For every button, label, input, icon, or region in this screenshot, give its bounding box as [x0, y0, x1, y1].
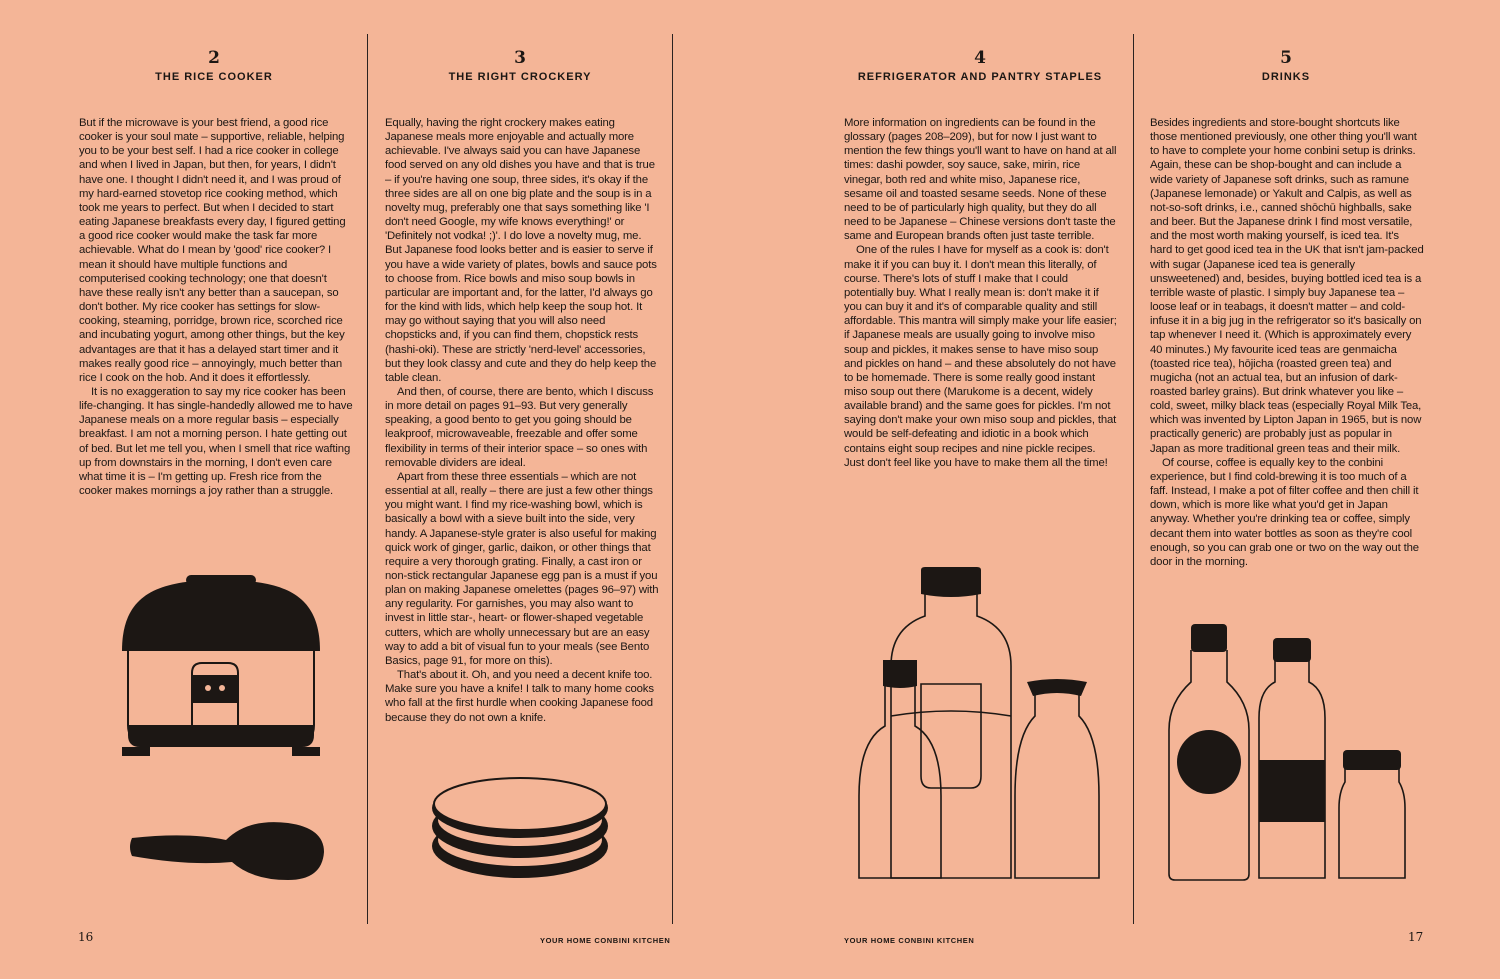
drink-bottles-illustration: [1165, 622, 1410, 884]
section-drinks: [1150, 48, 1422, 84]
section-number: 2: [208, 48, 220, 68]
stacked-plates-illustration: [430, 778, 610, 882]
paragraph: One of the rules I have for myself as a cook is: don't make it if you can buy it. I don't mean this literally, of course. There's lots of stuff I make that I could potentially buy. What I really mean is: don't make it if you can buy it and it's of comparable quality and still affordable. This mantra will simply make your life easier; if Japanese meals are usually going to involve miso soup and pickles, it makes sense to have miso soup and pickles on hand – and these absolutely do not have to be homemade. There is some really good instant miso soup out there (Marukome is a decent, widely available brand) and the same goes for pickles. I'm not saying don't make your own miso soup and pickles, that would be self-defeating and idiotic in a book which contains eight soup recipes and nine pickle recipes. Just don't feel like you have to make them all the time!: [844, 244, 1117, 469]
section-heading: THE RICE COOKER: [155, 71, 273, 83]
paragraph: Besides ingredients and store-bought shortcuts like those mentioned previously, one other thing you'll want to have to complete your home conbini setup is drinks. Again, these can be shop-bought and can include a wide variety of Japanese soft drinks, such as ramune (Japanese lemonade) or Yakult and Calpis, as well as not-so-soft drinks, i.e., canned shōchū highballs, sake and beer. But the Japanese drink I find most versatile, and the most worth making yourself, is iced tea. It's hard to get good iced tea in the UK that isn't jam-packed with sugar (Japanese iced tea is generally unsweetened) and, besides, buying bottled iced tea is a terrible waste of plastic. I simply buy Japanese tea – loose leaf or in teabags, it doesn't matter – and cold-infuse it in a big jug in the refrigerator so it's basically on tap whenever I need it. (Which is approximately every 40 minutes.) My favourite iced teas are genmaicha (toasted rice tea), hōjicha (roasted green tea) and mugicha (not an actual tea, but an infusion of dark-roasted barley grains). But drink whatever you like – cold, sweet, milky black teas (especially Royal Milk Tea, which was invented by Lipton Japan in 1965, but is now practically generic) are probably just as popular in Japan as more traditional green teas and their milk.: [1150, 117, 1424, 455]
running-footer-right: YOUR HOME CONBINI KITCHEN: [844, 936, 975, 945]
section-heading: THE RIGHT CROCKERY: [448, 71, 592, 83]
section-rice-cooker: [78, 48, 350, 84]
gutter-divider: [672, 34, 673, 924]
section-body: [79, 116, 353, 498]
section-body: [1150, 116, 1424, 569]
section-body: [385, 116, 659, 725]
paragraph: Apart from these three essentials – which are not essential at all, really – there are just a few other things you might want. I find my rice-washing bowl, which is basically a bowl with a sieve built into the side, very handy. A Japanese-style grater is also useful for making quick work of ginger, garlic, daikon, or other things that require a very thorough grating. Finally, a cast iron or non-stick rectangular Japanese egg pan is a must if you plan on making Japanese omelettes (pages 96–97) with any regularity. For garnishes, you may also want to invest in little star-, heart- or flower-shaped vegetable cutters, which are wholly unnecessary but are an easy way to add a bit of visual fun to your meals (see Bento Basics, page 91, for more on this).: [385, 470, 659, 667]
section-number: 4: [974, 48, 986, 68]
paragraph: But if the microwave is your best friend, a good rice cooker is your soul mate – supportive, reliable, helping you to be your best self. I had a rice cooker in college and when I lived in Japan, but then, for years, I didn't have one. I thought I didn't need it, and I was proud of my hard-earned stovetop rice cooking method, which took me years to perfect. But when I decided to start eating Japanese breakfasts every day, I figured getting a good rice cooker would make the task far more achievable. What do I mean by 'good' rice cooker? I mean it should have multiple functions and computerised cooking technology; one that doesn't have these really isn't any better than a saucepan, so don't bother. My rice cooker has settings for slow-cooking, steaming, porridge, brown rice, scorched rice and incubating yogurt, among other things, but the key advantages are that it has a delayed start timer and it makes really good rice – annoyingly, much better than rice I cook on the hob. And it does it effortlessly.: [79, 117, 346, 384]
section-number: 3: [514, 48, 526, 68]
section-heading: REFRIGERATOR AND PANTRY STAPLES: [857, 71, 1103, 83]
page-number-right: 17: [1408, 930, 1424, 944]
rice-cooker-illustration: [116, 575, 326, 760]
section-pantry-staples: [840, 48, 1120, 84]
column-divider: [367, 34, 368, 924]
section-heading: DRINKS: [1261, 71, 1311, 83]
section-body: [844, 116, 1118, 470]
section-number: 5: [1280, 48, 1292, 68]
paragraph: Of course, coffee is equally key to the conbini experience, but I find cold-brewing it is too much of a faff. Instead, I make a pot of filter coffee and then chill it down, which is more like what you'd get in Japan anyway. Whether you're drinking tea or coffee, simply decant them into water bottles as soon as they're cool enough, so you can grab one or two on the way out the door in the morning.: [1150, 456, 1419, 568]
rice-paddle-illustration: [128, 820, 328, 882]
paragraph: More information on ingredients can be found in the glossary (pages 208–209), but for now I just want to mention the few things you'll want to have on hand at all times: dashi powder, soy sauce, sake, mirin, rice vinegar, both red and white miso, Japanese rice, sesame oil and toasted sesame seeds. None of these need to be of particularly high quality, but they do all need to be Japanese – Chinese versions don't taste the same and European brands often just taste terrible.: [844, 117, 1117, 243]
paragraph: Equally, having the right crockery makes eating Japanese meals more enjoyable and actually more achievable. I've always said you can have Japanese food served on any old dishes you have and that is true – if you're having one soup, three sides, it's okay if the three sides are all on one big plate and the soup is in a novelty mug, preferably one that says something like 'I don't need Google, my wife knows everything!' or 'Definitely not vodka! ;)'. I do love a novelty mug, me. But Japanese food looks better and is easier to serve if you have a wide variety of plates, bowls and sauce pots to choose from. Rice bowls and miso soup bowls in particular are important and, for the latter, I'd always go for the kind with lids, which help keep the soup hot. It may go without saying that you will also need chopsticks and, if you can find them, chopstick rests (hashi-oki). These are strictly 'nerd-level' accessories, but they look classy and cute and they do help keep the table clean.: [385, 117, 657, 384]
running-footer-left: YOUR HOME CONBINI KITCHEN: [540, 936, 671, 945]
page-number-left: 16: [78, 930, 94, 944]
paragraph: It is no exaggeration to say my rice cooker has been life-changing. It has single-handedly allowed me to have Japanese meals on a more regular basis – especially breakfast. I am not a morning person. I hate getting out of bed. But let me tell you, when I smell that rice wafting up from downstairs in the morning, I don't even care what time it is – I'm getting up. Fresh rice from the cooker makes mornings a joy rather than a struggle.: [79, 385, 353, 498]
paragraph: That's about it. Oh, and you need a decent knife too. Make sure you have a knife! I talk to many home cooks who fall at the first hurdle when cooking Japanese food because they do not own a knife.: [385, 669, 654, 724]
section-right-crockery: [384, 48, 656, 84]
column-divider: [1133, 34, 1134, 924]
paragraph: And then, of course, there are bento, which I discuss in more detail on pages 91–93. But very generally speaking, a good bento to get you going should be leakproof, microwaveable, freezable and offer some flexibility in terms of their interior space – so ones with removable dividers are ideal.: [385, 385, 654, 469]
pantry-bottles-illustration: [855, 566, 1105, 882]
